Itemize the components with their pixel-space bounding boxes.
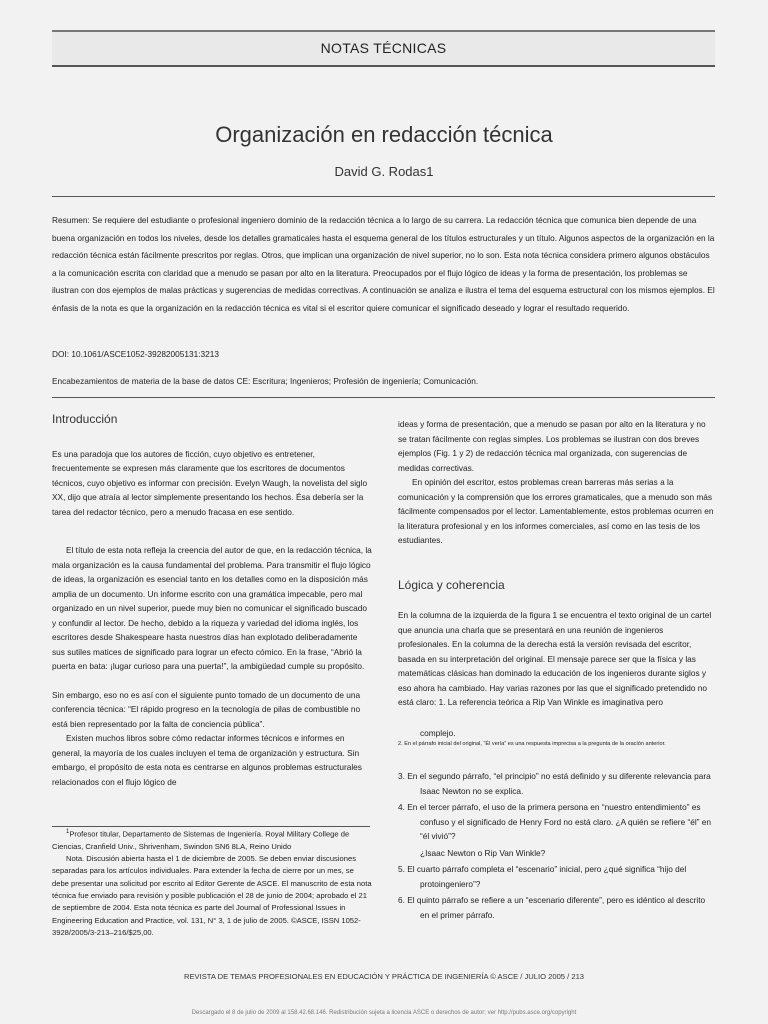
abstract-bottom-rule [52,397,715,398]
editorial-note: Nota. Discusión abierta hasta el 1 de diciembre de 2005. Se deben enviar discusiones separadas para los artículos individuales. Para extender la fecha de cierre por un mes, se debe presentar una solicitud por escrito al Editor Gerente de ASCE. El manuscrito de esta nota técnica fue enviado para revisión y posible publicación el 28 de junio de 2004; aprobado el 21 de septiembre de 2004. Esta nota técnica es parte del Journal of Professional Issues in Engineering Education and Practice, vol. 131, N° 3, 1 de julio de 2005. ©ASCE, ISSN 1052-3928/2005/3-213–216/$25,00. [52,854,372,937]
download-notice: Descargado el 8 de julio de 2009 al 158.42.68.146. Redistribución sujeta a licencia ASCE o derechos de autor; ver http://pubs.asce.org/copyright [191,1010,577,1016]
author-affiliation: Profesor titular, Departamento de Sistemas de Ingeniería. Royal Military College de Ciencias, Cranfield Univ., Shrivenham, Swindon SN6 8LA, Reino Unido [52,829,350,851]
subject-headings: Encabezamientos de materia de la base de datos CE: Escritura; Ingenieros; Profesión de ingeniería; Comunicación. [52,376,479,386]
section-heading-logica: Lógica y coherencia [398,577,505,592]
footnotes [52,826,372,939]
list-item-5: 5. El cuarto párrafo completa el “escenario” inicial, pero ¿qué significa “hijo del protoingeniero”? [398,864,687,889]
section-header: NOTAS TÉCNICAS [52,30,715,67]
paragraph: Existen muchos libros sobre cómo redactar informes técnicos e informes en general, la mayoría de los cuales incluyen el tema de organización y estructura. Sin embargo, el propósito de esta nota es centrarse en algunos problemas estructurales relacionados con el flujo lógico de [52,733,362,787]
section-heading-introduccion: Introducción [52,412,118,426]
article-title: Organización en redacción técnica [215,122,553,147]
numbered-list [398,769,716,922]
paragraph: En opinión del escritor, estos problemas crean barreras más serias a la comunicación y la comprensión que los errores gramaticales, que a menudo son más fácilmente compensados por el lector. Lamentablemente, estos problemas ocurren en la literatura profesional y en los informes comerciales, así como en las tesis de los estudiantes. [398,477,714,545]
paragraph: En la columna de la izquierda de la figura 1 se encuentra el texto original de un cartel que anuncia una charla que se presentará en una reunión de ingenieros profesionales. En la columna de la derecha está la versión revisada del escritor, basada en su interpretación del original. El mensaje parece ser que la física y las matemáticas clásicas han dominado la educación de los ingenieros durante siglos y eso ahora ha cambiado. Hay varias razones por las que el significado pretendido no está claro: 1. La referencia teórica a Rip Van Winkle es imaginativa pero [398,610,712,707]
list-item-2: 2. En el párrafo inicial del original, “Él vería” es una respuesta imprecisa a la pregunta de la oración anterior. [398,741,666,747]
paragraph-fragment: complejo. [420,727,456,738]
right-column [398,417,716,924]
paragraph: Es una paradoja que los autores de ficción, cuyo objetivo es entretener, frecuentemente se expresen más claramente que los escritores de documentos técnicos, cuyo objetivo es informar con precisión. Evelyn Waugh, la novelista del siglo XX, dijo que atraía al lector simplemente presentando los hechos. Ésa debería ser la tarea del redactor técnico, pero a menudo fracasa en ese sentido. [52,448,368,517]
abstract: Resumen: Se requiere del estudiante o profesional ingeniero dominio de la redacción técnica a lo largo de su carrera. La redacción técnica que comunica bien depende de una buena organización en todos los niveles, desde los detalles gramaticales hasta el esquema general de los títulos estructurales y un título. Algunos aspectos de la organización en la redacción técnica están fácilmente prescritos por reglas. Otros, que implican una organización de nivel superior, no lo son. Esta nota técnica considera primero algunos obstáculos a la comunicación escrita con claridad que a menudo se pasan por alto en la literatura. Preocupados por el flujo lógico de ideas y la forma de presentación, los problemas se ilustran con dos ejemplos de malas prácticas y sugerencias de medidas correctivas. A continuación se analiza e ilustra el tema del esquema estructural con los mismos ejemplos. El énfasis de la nota es que la organización en la redacción técnica es vital si el escritor quiere comunicar el significado deseado y lograr el resultado requerido. [52,215,715,313]
journal-footer: REVISTA DE TEMAS PROFESIONALES EN EDUCACIÓN Y PRÁCTICA DE INGENIERÍA © ASCE / JULIO 2005 / 213 [183,972,585,981]
paragraph: El título de esta nota refleja la creencia del autor de que, en la redacción técnica, la mala organización es la causa fundamental del problema. Para transmitir el flujo lógico de ideas, la organización es esencial tanto en los detalles como en la disposición más amplia de un documento. Un informe escrito con una gramática impecable, pero mal organizado en un nivel superior, puede muy bien no comunicar el significado buscado y confundir al lector. De hecho, debido a la riqueza y variedad del idioma inglés, los escritores desde Shakespeare hasta nuestros días han explotado deliberadamente sus sutiles matices de significado para lograr un efecto cómico. En la frase, “Abrió la puerta en bata: ¡lugar curioso para una puerta!”, la ambigüedad cumple su propósito. [52,545,372,671]
left-column [52,412,372,789]
list-item-4: 4. En el tercer párrafo, el uso de la primera persona en “nuestro entendimiento” es confuso y el significado de Henry Ford no está claro. ¿A quién se refiere “él” en “él vivió”? [398,802,712,841]
paragraph: ideas y forma de presentación, que a menudo se pasan por alto en la literatura y no se tratan fácilmente con reglas simples. Los problemas se ilustran con dos breves ejemplos (Fig. 1 y 2) de redacción técnica mal organizada, con sugerencias de medidas correctivas. [398,419,706,473]
list-item-4-continued: ¿Isaac Newton o Rip Van Winkle? [420,847,546,858]
article-author: David G. Rodas1 [334,164,434,179]
abstract-top-rule [52,196,715,197]
list-item-6: 6. El quinto párrafo se refiere a un “escenario diferente”, pero es idéntico al descrito en el primer párrafo. [398,895,706,920]
footnote-marker: 1 [66,829,70,835]
paragraph: Sin embargo, eso no es así con el siguiente punto tomado de un documento de una conferencia técnica: “El rápido progreso en la tecnología de pilas de combustible no está bien representado por la falta de conciencia pública”. [52,689,361,729]
list-item-3: 3. En el segundo párrafo, “el principio” no está definido y su diferente relevancia para Isaac Newton no se explica. [398,771,711,796]
doi: DOI: 10.1061/ASCE1052-39282005131:3213 [52,349,219,359]
